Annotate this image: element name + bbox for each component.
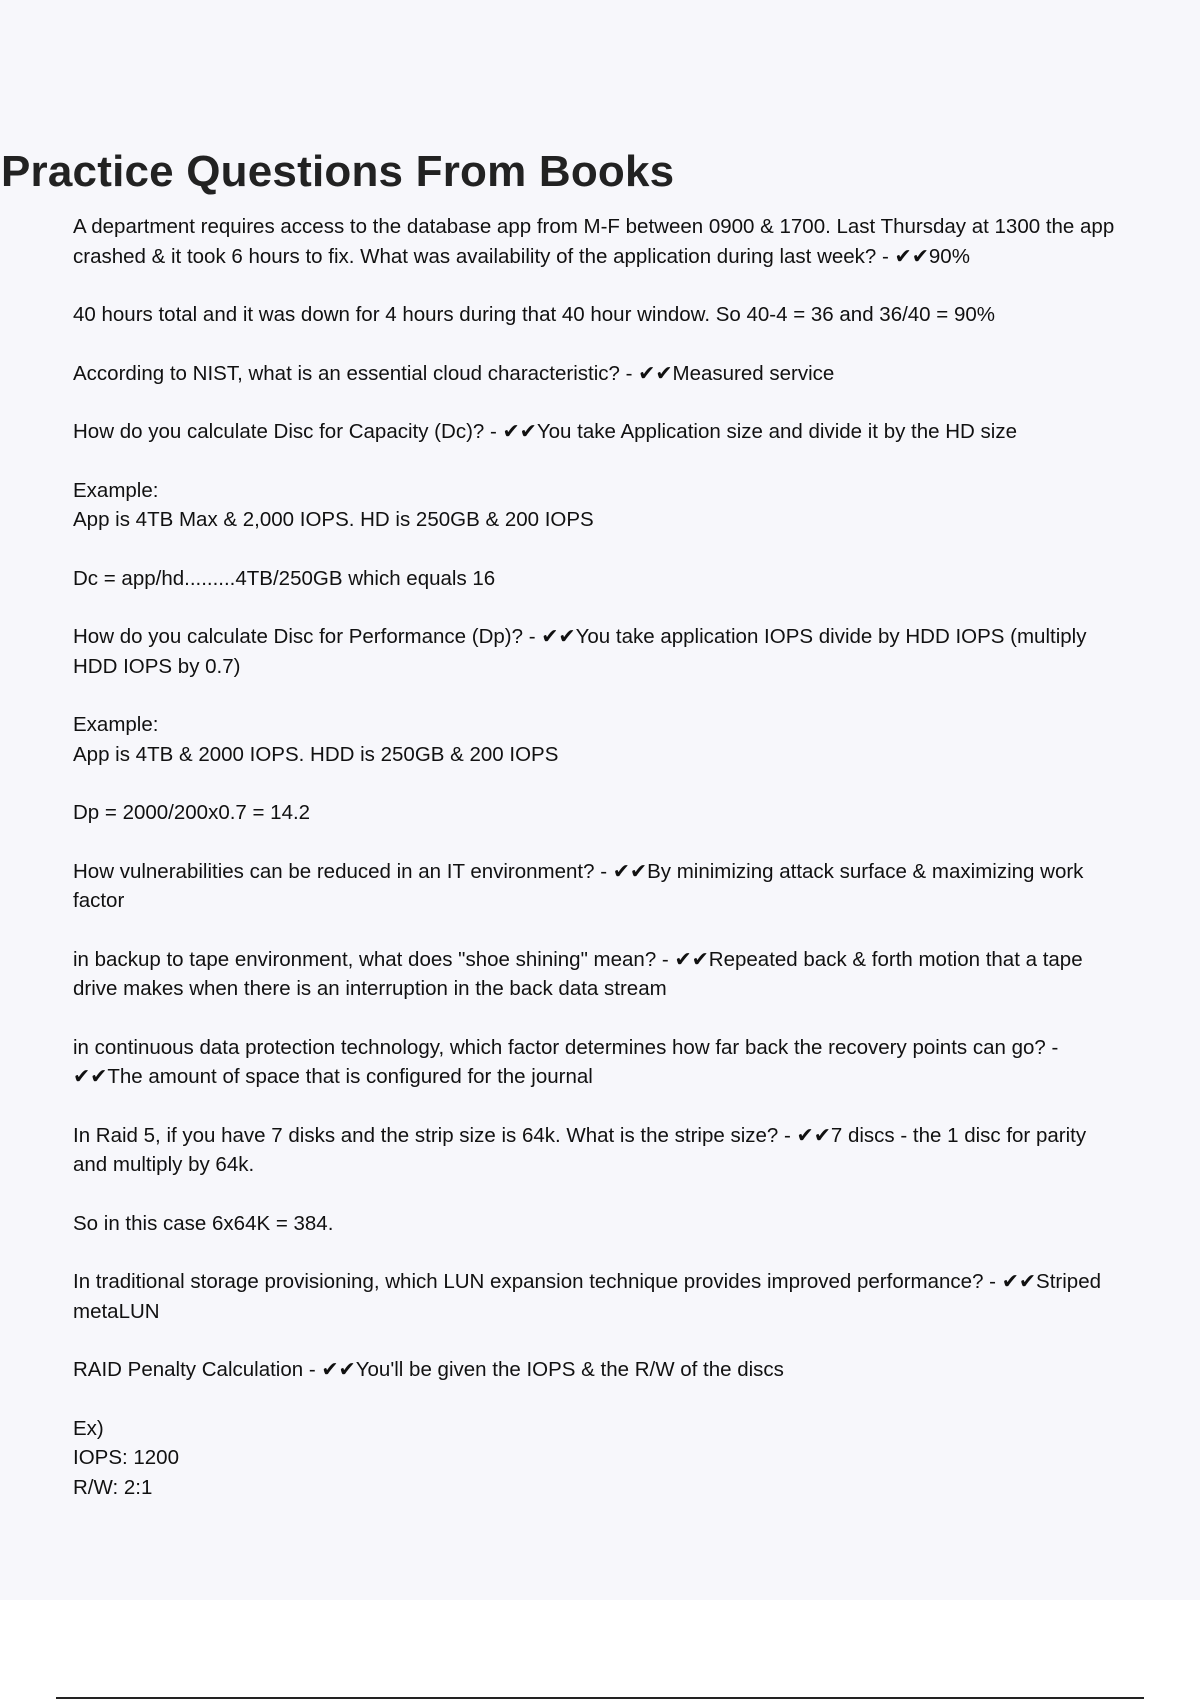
paragraph	[73, 1033, 1197, 1092]
paragraph	[73, 476, 1197, 535]
text-line: How do you calculate Disc for Performance (Dp)? - ✔✔You take application IOPS divide by HDD IOPS (multiply	[73, 625, 1087, 648]
text-line: crashed & it took 6 hours to fix. What was availability of the application during last week? - ✔✔90%	[73, 244, 970, 268]
text-line: In Raid 5, if you have 7 disks and the strip size is 64k. What is the stripe size? - ✔✔7 discs - the 1 disc for parity	[73, 1123, 1087, 1147]
paragraph	[73, 417, 1197, 447]
paragraph	[73, 1121, 1197, 1180]
paragraph	[73, 1414, 1197, 1503]
text-line: App is 4TB & 2000 IOPS. HDD is 250GB & 200 IOPS	[73, 742, 559, 766]
text-line: So in this case 6x64K = 384.	[73, 1211, 334, 1235]
paragraph	[73, 857, 1197, 916]
text-line: HDD IOPS by 0.7)	[73, 654, 241, 678]
text-line: According to NIST, what is an essential cloud characteristic? - ✔✔Measured service	[73, 361, 835, 385]
paragraph	[73, 359, 1197, 389]
paragraph	[73, 1267, 1197, 1326]
paragraph	[73, 564, 1197, 594]
text-line: in backup to tape environment, what does "shoe shining" mean? - ✔✔Repeated back & forth motion that a tape	[73, 947, 1083, 971]
text-line: Example:	[73, 713, 159, 736]
paragraph	[73, 300, 1197, 330]
text-line: 40 hours total and it was down for 4 hours during that 40 hour window. So 40-4 = 36 and 36/40 = 90%	[73, 303, 995, 326]
text-line: Dp = 2000/200x0.7 = 14.2	[73, 801, 311, 824]
paragraph	[73, 945, 1197, 1004]
text-line: How vulnerabilities can be reduced in an IT environment? - ✔✔By minimizing attack surface & maximizing work	[73, 859, 1084, 883]
paragraph	[73, 622, 1197, 681]
text-line: IOPS: 1200	[73, 1446, 179, 1469]
text-line: and multiply by 64k.	[73, 1153, 255, 1176]
paragraph	[73, 798, 1197, 828]
page-title: Practice Questions From Books	[1, 147, 675, 196]
paragraph	[73, 710, 1197, 769]
text-line: How do you calculate Disc for Capacity (Dc)? - ✔✔You take Application size and divide it by the HD size	[73, 420, 1018, 443]
text-line: Example:	[73, 478, 159, 502]
page-footer-area	[0, 1600, 1200, 1700]
text-line: in continuous data protection technology, which factor determines how far back the recovery points can go? -	[73, 1035, 1059, 1059]
text-line: Dc = app/hd.........4TB/250GB which equals 16	[73, 566, 496, 590]
text-line: RAID Penalty Calculation - ✔✔You'll be given the IOPS & the R/W of the discs	[73, 1358, 784, 1381]
document-body	[73, 212, 1197, 1531]
text-line: drive makes when there is an interruption in the back data stream	[73, 977, 667, 1000]
paragraph	[73, 212, 1197, 271]
text-line: metaLUN	[73, 1299, 160, 1323]
text-line: factor	[73, 889, 125, 912]
text-line: In traditional storage provisioning, which LUN expansion technique provides improved performance? - ✔✔Striped	[73, 1270, 1102, 1293]
text-line: R/W: 2:1	[73, 1475, 153, 1499]
text-line: ✔✔The amount of space that is configured for the journal	[73, 1065, 593, 1088]
paragraph	[73, 1355, 1197, 1385]
text-line: App is 4TB Max & 2,000 IOPS. HD is 250GB & 200 IOPS	[73, 508, 594, 531]
text-line: Ex)	[73, 1416, 104, 1440]
text-line: A department requires access to the database app from M-F between 0900 & 1700. Last Thursday at 1300 the app	[73, 215, 1115, 238]
footer-divider	[56, 1697, 1144, 1699]
paragraph	[73, 1209, 1197, 1239]
